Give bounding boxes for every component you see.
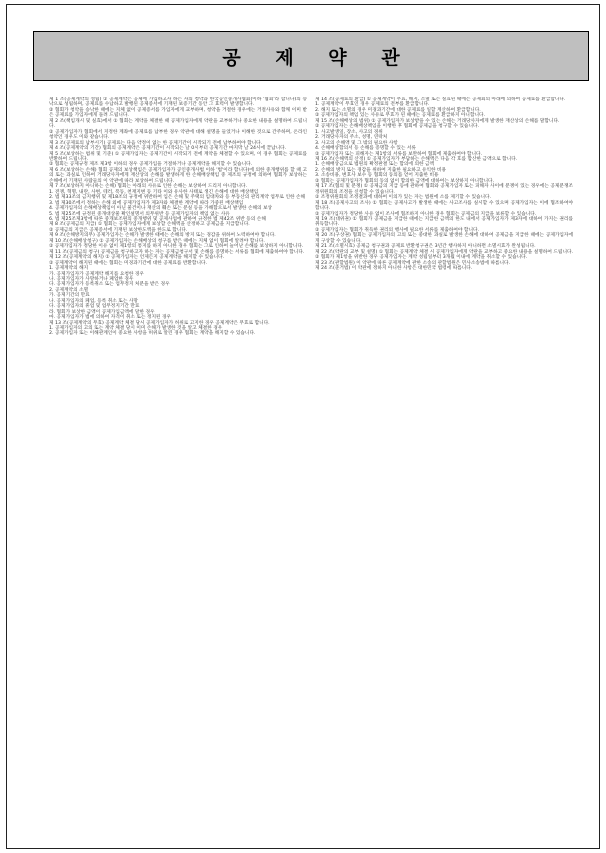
clause-paragraph: 다. 공제가입자가 등록취소 또는 업무정지 처분을 받은 경우 <box>49 282 170 288</box>
clause-paragraph: 제 23 조(관할법원) 이 약관에 따른 공제계약에 관한 소송의 관할법원은 민사소송법에 따릅니다. <box>315 260 511 266</box>
clause-paragraph: 라. 협회가 보상한 금액이 공제가입금액에 달한 경우 <box>49 309 155 315</box>
clause-paragraph: ② 협회는 공제규정 제조 제3항 이하의 경우 공제가입을 거절하거나 공제계약을 해지할 수 있습니다. <box>49 162 253 168</box>
clause-paragraph: 3. 법 제30조에서 정하는 손해 외에 공제가입자가 제3자와 체결한 계약에 따라 가중된 배상책임 <box>49 200 244 206</box>
body-columns <box>49 97 573 841</box>
clause-paragraph: 제 15 조(손해배상의 범위) ① 공제가입자가 보상받을 수 있는 손해는 거래당사자에게 발생한 재산상의 손해를 말합니다. <box>315 118 560 124</box>
clause-paragraph: 제 24 조(준거법) 이 약관에 정하지 아니한 사항은 대한민국 법령에 따릅니다. <box>315 266 473 272</box>
clause-paragraph: 4. 손해배상합의서 등 손해를 증명할 수 있는 서류 <box>315 146 416 152</box>
clause-paragraph: 제 9 조(손해방지의무) 공제가입자는 손해가 발생한 때에는 손해의 방지 또는 경감을 위하여 노력하여야 합니다. <box>49 233 276 239</box>
clause-paragraph: ② 공제가입자 또는 피해자는 제1항의 서류를 보완하여 협회에 제출하여야 합니다. <box>315 151 482 157</box>
clause-paragraph: ② 협회가 제1항을 위반한 경우 공제가입자는 계약 성립일부터 3개월 이내에 계약을 취소할 수 있습니다. <box>315 255 528 261</box>
clause-paragraph: ② 공제금의 지급은 공제증서에 기재된 보상한도액을 한도로 합니다. <box>49 227 188 233</box>
clause-paragraph: 1. 손해배상금으로 법원의 확정판결 또는 합의에 의한 금액 <box>315 162 435 168</box>
clause-paragraph: 제 4 조(공제계약의 기간) 협회의 공제계약은 공제기간이 시작되는 날 0시부터 공제기간 마지막 날 24시에 끝납니다. <box>49 146 287 152</box>
clause-paragraph: ② 공제가입자가 정당한 사유 없이 조사에 협조하지 아니한 경우 협회는 공제금의 지급을 보류할 수 있습니다. <box>315 211 537 217</box>
clause-paragraph: 제 5 조(보상하는 범위 및 기준) ① 공제가입자는 공제기간이 시작되기 전에 계약을 체결할 수 있으며, 이 경우 협회는 공제료를 반환하여 드립니다. <box>49 151 307 162</box>
clause-paragraph: 나. 공제가입자의 폐업, 등록 취소 또는 사망 <box>49 298 138 304</box>
clause-paragraph: 제 10 조(손해배상청구) ① 공제가입자는 손해배상의 청구를 받은 때에는 지체 없이 협회에 알려야 합니다. <box>49 238 265 244</box>
clause-paragraph: 제 1 조(공제계약의 성립) ① 공제계약은 공제에 가입하고자 하는 자의 청약과 한국공인중개사협회(이하 '협회'라 합니다)의 승낙으로 성립하며, 공제료를 수납하고 발행된 공제증서에 기재된 보증기간 동안 그 효력이 발생합니다. <box>49 97 307 108</box>
clause-paragraph: 제 21 조(소멸시효) 공제금 청구권과 공제료 반환청구권은 3년간 행사하지 아니하면 소멸시효가 완성됩니다. <box>315 244 536 250</box>
clause-paragraph: ② 협회가 청약을 승낙한 때에는 지체 없이 공제증서를 가입자에게 교부하며, 청약을 거절한 경우에는 거절사유와 함께 이미 받은 공제료를 가입자에게 돌려 드립니다. <box>49 107 307 119</box>
clause-paragraph: ② 공제가입자는 협회가 취득한 권리의 행사에 필요한 서류를 제출하여야 합니다. <box>315 227 480 233</box>
clause-paragraph: 3. 사고의 손해액 및 그 밖의 필요한 사항 <box>315 140 398 146</box>
clause-paragraph: 6. 법 제25조제3항에 따른 중개보조원의 중개행위 및 공제사업에 관하여 규정한 법 제42조 위반 등의 손해 <box>49 216 266 222</box>
clause-paragraph: 제 12 조(공제계약의 해지) ① 공제가입자는 언제든지 공제계약을 해지할 수 있습니다. <box>49 255 225 261</box>
clause-paragraph: 2. 해지 또는 소멸의 경우 미경과기간에 대한 공제료를 일할 계산하여 환급합니다. <box>315 107 481 113</box>
clause-paragraph: ② 공제가입자가 협회에서 지정한 계좌에 공제료를 납부한 경우 약관에 대해 설명을 들었거나 이해한 것으로 간주하며, 온라인 청약인 경우도 이와 같습니다. <box>49 129 307 141</box>
clause-paragraph: 2. 공제가입자 또는 이해관계인이 중요한 사항을 허위로 알린 경우 협회는 계약을 해지할 수 있습니다. <box>49 331 256 337</box>
clause-paragraph: 제 20 조(구상권) 협회는 공제가입자의 고의 또는 중대한 과실로 발생한 손해에 대하여 공제금을 지급한 때에는 공제가입자에게 구상할 수 있습니다. <box>315 233 573 244</box>
clause-paragraph: ② 조정위원회의 조정결과에 대하여 이의가 있는 자는 법원에 소를 제기할 수 있습니다. <box>315 195 492 201</box>
clause-paragraph: 2. 공제계약의 소멸 <box>49 287 89 293</box>
title-banner <box>33 31 589 81</box>
clause-paragraph: 제 7 조(보상하지 아니하는 손해) 협회는 아래의 사유로 인한 손해는 보상하여 드리지 아니합니다. <box>49 184 248 190</box>
clause-paragraph: 가. 공제가입자가 공제계약 해지를 요청한 경우 <box>49 271 144 277</box>
clause-paragraph: 1. 전쟁, 혁명, 내란, 사변, 테러, 폭동, 천재지변 등 기타 이와 유사한 사태로 생긴 손해에 대한 배상책임 <box>49 189 259 195</box>
clause-paragraph: 2. 법 제33조의 금지행위 및 제18조의 규정에 위반하여 입은 손해 및 주택의 임대차와 등 부동산의 관리계약 업무로 인한 손해 <box>49 195 306 201</box>
page-title: 공 제 약 관 <box>222 46 414 69</box>
clause-paragraph: 1. 사고발생일, 장소, 사고의 경위 <box>315 129 383 135</box>
clause-paragraph: 2. 거래당사자의 주소, 성명, 연락처 <box>315 135 388 141</box>
clause-paragraph: 제 17 조(협의 및 분쟁) ① 공제금의 지급 등에 관하여 협회와 공제가입자 또는 피해자 사이에 분쟁이 있는 경우에는 공제분쟁조정위원회의 조정을 신청할 수 있습니다. <box>315 184 573 195</box>
clause-paragraph: 5. 법 제25조에 규정된 중개대상물 확인설명서 의무위반 등 공제가입자의 책임 없는 사유 <box>49 211 230 217</box>
clause-paragraph: 4. 공제가입자의 손해배상책임이 아닌 물건이나 재산의 훼손 또는 분실 등을 가해함으로서 발생한 손해의 보상 <box>49 206 273 212</box>
clause-paragraph: ② 공제가입자의 책임 있는 사유로 무효가 된 때에는 공제료를 환급하지 아니합니다. <box>315 113 486 119</box>
right-column <box>315 97 573 841</box>
clause-paragraph: 제 2 조(책임개시 및 실효)에서 ① 협회는 계약을 체결한 때 공제가입자에게 약관을 교부하거나 중요한 내용을 설명하여 드립니다. <box>49 118 307 130</box>
left-column <box>49 97 307 841</box>
clause-paragraph: 1. 공제가입자의 고의 또는 계약 체결 당시 이미 손해가 발생한 것을 알고 체결한 경우 <box>49 326 223 332</box>
clause-paragraph: ② 협회는 공제가입자가 협회의 동의 없이 합의한 금액에 대하여는 보상하지 아니합니다. <box>315 178 495 184</box>
clause-paragraph: 제 22 조(약관의 교부 및 설명) ① 협회는 공제계약 체결 시 공제가입자에게 약관을 교부하고 중요한 내용을 설명하여 드립니다. <box>315 249 573 255</box>
clause-paragraph: 1. 공제계약이 무효인 경우 공제료의 전부를 환급합니다. <box>315 102 430 108</box>
document-page <box>6 4 600 849</box>
clause-paragraph: 2. 손해의 방지 또는 경감을 위하여 지출한 필요하고 유익한 비용 <box>315 167 447 173</box>
clause-paragraph: 제 3 조(공제료의 납부시기) 공제료는 다음 약정이 없는 한 공제기간이 시작되기 전에 납부하여야 합니다. <box>49 140 263 146</box>
clause-paragraph: 제 19 조(대위권) ① 협회가 공제금을 지급한 때에는 지급한 금액의 한도 내에서 공제가입자가 제3자에 대하여 가지는 권리를 취득합니다. <box>315 216 573 228</box>
clause-paragraph: ② 공제계약이 해지된 때에는 협회는 미경과기간에 대한 공제료를 반환합니다. <box>49 260 207 266</box>
clause-paragraph: 제 14 조(공제료의 환급) ① 공제계약이 무효, 해지, 소멸 또는 실효된 때에는 공제회의 아래에 의하여 공제료를 환급합니다. <box>315 97 566 102</box>
clause-paragraph: 제 13 조(공제계약의 무효) 공제계약 체결 당시 공제가입자가 허위로 고지한 경우 공제계약은 무효로 합니다. <box>49 320 270 326</box>
clause-paragraph: 제 6 조(보상하는 손해) 협회 공제의 보상책임은 공제가입자가 공인중개사법 이하 '법'이라 합니다)에 의한 중개행위를 할 때 고의 또는 과실로 인하여 거래당사자에게 재산상의 손해를 발생하게 한 손해배상책임 중 제조의 규정에 의하여 협회가 보상하는 손해에서 기재된 사람들의 이 약관에 따라 보상하여 드립니다. <box>49 167 307 184</box>
clause-paragraph: 1. 공제계약의 해지 <box>49 266 89 272</box>
clause-paragraph: 3. 소송비용, 변호사 보수 등 협회의 동의를 얻어 지출한 비용 <box>315 173 439 179</box>
clause-paragraph: ② 공제가입자는 손해배상책임을 이행한 후 협회에 공제금을 청구할 수 있습니다. <box>315 124 480 130</box>
clause-paragraph: ② 공제가입자가 정당한 이유 없이 제1항의 통지를 하지 아니한 경우 협회는 그로 인하여 늘어난 손해를 보상하지 아니합니다. <box>49 244 304 250</box>
clause-paragraph: 제 8 조(공제금의 지급) ① 협회는 공제가입자에게 보상할 손해액을 산정하고 공제금을 지급합니다. <box>49 222 250 228</box>
clause-paragraph: 제 18 조(공제사고의 조사) ① 협회는 공제사고가 발생한 때에는 사고조사를 실시할 수 있으며 공제가입자는 이에 협조하여야 합니다. <box>315 200 573 212</box>
clause-paragraph: 다. 공제가입자의 휴업 및 업무정지기간 만료 <box>49 304 140 310</box>
clause-paragraph: 나. 공제가입자가 사망하거나 폐업한 경우 <box>49 276 134 282</box>
clause-paragraph: 제 16 조(손해액의 산정) ① 공제가입자가 부담하는 손해액은 다음 각 호를 합산한 금액으로 합니다. <box>315 156 518 162</box>
clause-paragraph: 가. 공제기간의 만료 <box>49 293 90 299</box>
clause-paragraph: 제 11 조(공제금의 청구) 공제금을 청구하고자 하는 자는 공제금청구서 및 손해를 증명하는 서류를 협회에 제출하여야 합니다. <box>49 249 305 255</box>
clause-paragraph: 마. 공제가입자가 법에 의하여 자격이 취소 또는 정지된 경우 <box>49 315 172 321</box>
